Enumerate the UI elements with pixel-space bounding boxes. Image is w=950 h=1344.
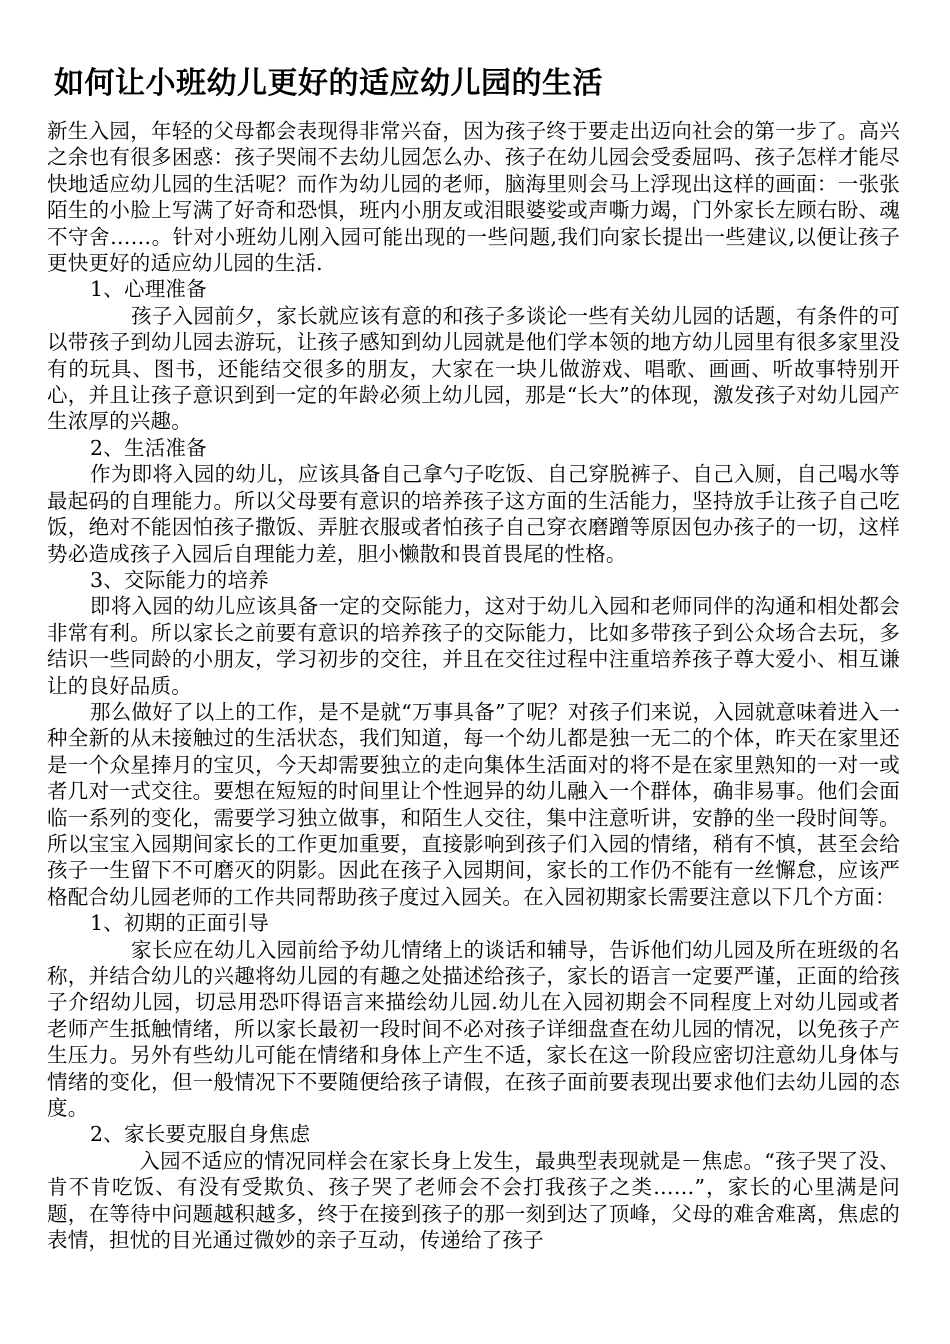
section-heading: 1、初期的正面引导 — [90, 911, 269, 936]
section-heading: 2、家长要克服自身焦虑 — [90, 1122, 311, 1147]
paragraph: 家长应在幼儿入园前给予幼儿情绪上的谈话和辅导，告诉他们幼儿园及所在班级的名称，并结合幼儿的兴趣将幼儿园的有趣之处描述给孩子，家长的语言一定要严谨，正面的给孩子介绍幼儿园，切忌用恐吓得语言来描绘幼儿园.幼儿在入园初期会不同程度上对幼儿园或者老师产生抵触情绪，所以家长最初一段时间不必对孩子详细盘查在幼儿园的情况，以免孩子产生压力。另外有些幼儿可能在情绪和身体上产生不适，家长在这一阶段应密切注意幼儿身体与情绪的变化，但一般情况下不要随便给孩子请假，在孩子面前要表现出要求他们去幼儿园的态度。 — [47, 937, 900, 1121]
paragraph: 作为即将入园的幼儿，应该具备自己拿勺子吃饭、自己穿脱裤子、自己入厕，自己喝水等最起码的自理能力。所以父母要有意识的培养孩子这方面的生活能力，坚持放手让孩子自己吃饭，绝对不能因怕孩子撒饭、弄脏衣服或者怕孩子自己穿衣磨蹭等原因包办孩子的一切，这样势必造成孩子入园后自理能力差，胆小懒散和畏首畏尾的性格。 — [47, 462, 900, 566]
paragraph: 即将入园的幼儿应该具备一定的交际能力，这对于幼儿入园和老师同伴的沟通和相处都会非常有利。所以家长之前要有意识的培养孩子的交际能力，比如多带孩子到公众场合去玩，多结识一些同龄的小朋友，学习初步的交往，并且在交往过程中注重培养孩子尊大爱小、相互谦让的良好品质。 — [47, 594, 900, 698]
paragraph-intro: 新生入园，年轻的父母都会表现得非常兴奋，因为孩子终于要走出迈向社会的第一步了。高兴之余也有很多困惑：孩子哭闹不去幼儿园怎么办、孩子在幼儿园会受委屈吗、孩子怎样才能尽快地适应幼儿园的生活呢？而作为幼儿园的老师，脑海里则会马上浮现出这样的画面：一张张陌生的小脸上写满了好奇和恐惧，班内小朋友或泪眼婆娑或声嘶力竭，门外家长左顾右盼、魂不守舍……。针对小班幼儿刚入园可能出现的一些问题,我们向家长提出一些建议,以便让孩子更快更好的适应幼儿园的生活. — [47, 119, 900, 276]
paragraph: 孩子入园前夕，家长就应该有意的和孩子多谈论一些有关幼儿园的话题，有条件的可以带孩子到幼儿园去游玩，让孩子感知到幼儿园就是他们学本领的地方幼儿园里有很多家里没有的玩具、图书，还能结交很多的朋友，大家在一块儿做游戏、唱歌、画画、听故事特别开心，并且让孩子意识到到一定的年龄必须上幼儿园，那是“长大”的体现，激发孩子对幼儿园产生浓厚的兴趣。 — [47, 303, 900, 434]
paragraph: 那么做好了以上的工作，是不是就“万事具备”了呢？对孩子们来说，入园就意味着进入一种全新的从未接触过的生活状态，我们知道，每一个幼儿都是独一无二的个体，昨天在家里还是一个众星捧月的宝贝，今天却需要独立的走向集体生活面对的将不是在家里熟知的一对一或者几对一式交往。要想在短短的时间里让个性迥异的幼儿融入一个群体，确非易事。他们会面临一系列的变化，需要学习独立做事，和陌生人交往，集中注意听讲，安静的坐一段时间等。所以宝宝入园期间家长的工作更加重要，直接影响到孩子们入园的情绪，稍有不慎，甚至会给孩子一生留下不可磨灭的阴影。因此在孩子入园期间，家长的工作仍不能有一丝懈怠，应该严格配合幼儿园老师的工作共同帮助孩子度过入园关。在入园初期家长需要注意以下几个方面： — [47, 699, 900, 909]
paragraph: 入园不适应的情况同样会在家长身上发生，最典型表现就是－焦虑。“孩子哭了没、肯不肯吃饭、有没有受欺负、孩子哭了老师会不会打我孩子之类……”，家长的心里满是问题，在等待中问题越积越多，终于在接到孩子的那一刻到达了顶峰，父母的难舍难离，焦虑的表情，担忧的目光通过微妙的亲子互动，传递给了孩子 — [47, 1148, 900, 1253]
section-heading: 3、交际能力的培养 — [90, 567, 269, 592]
document-page — [47, 62, 900, 1253]
document-body — [47, 118, 900, 1253]
section-heading: 2、生活准备 — [90, 435, 207, 460]
section-heading: 1、心理准备 — [90, 277, 207, 302]
document-title: 如何让小班幼儿更好的适应幼儿园的生活 — [54, 66, 603, 101]
